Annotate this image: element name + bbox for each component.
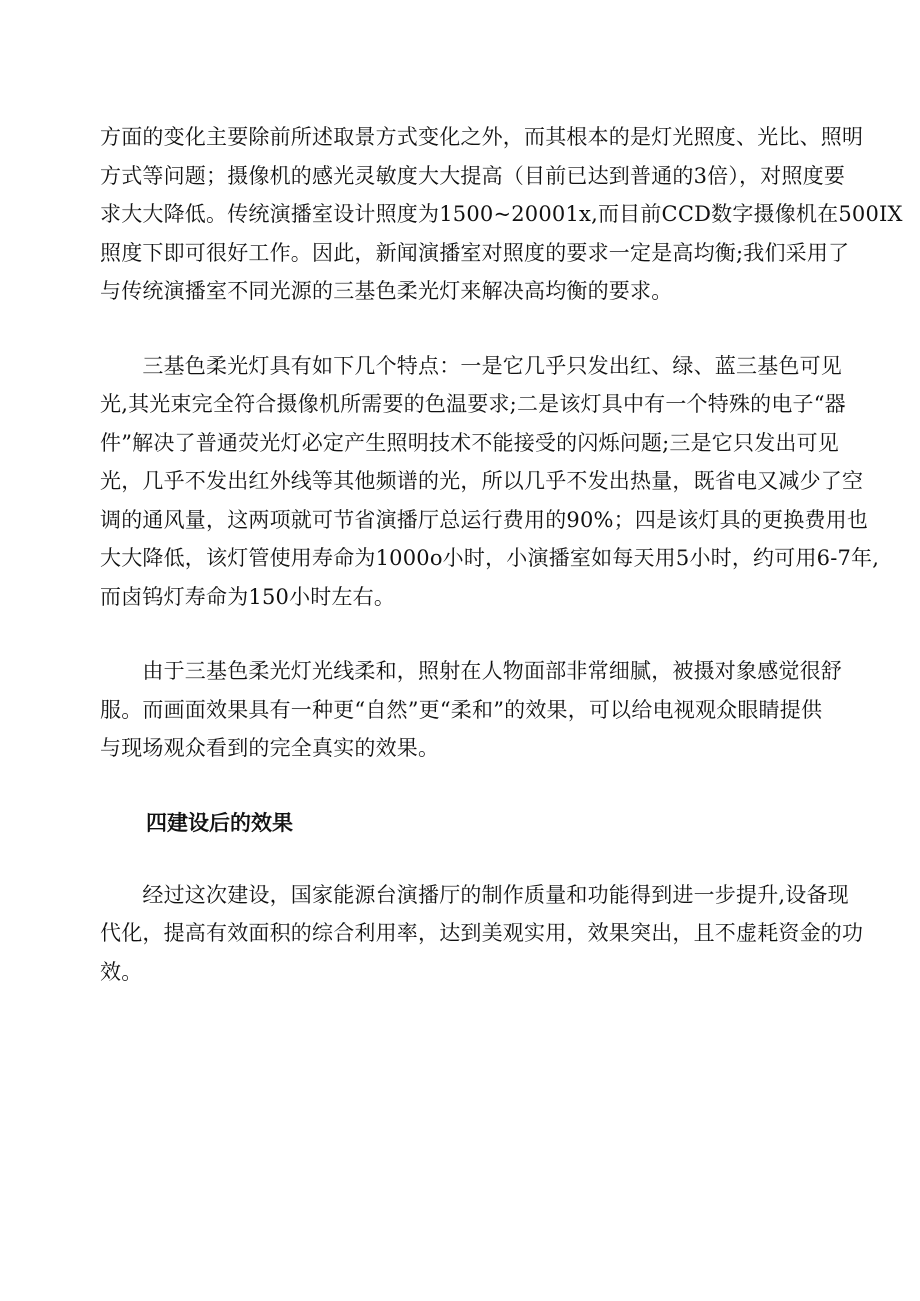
paragraph-results xyxy=(100,876,864,992)
section-heading: 四建设后的效果 xyxy=(146,809,293,835)
text-line: 代化，提高有效面积的综合利用率，达到美观实用，效果突出，且不虚耗资金的功 xyxy=(100,921,864,945)
text-line: 服。而画面效果具有一种更“自然”更“柔和”的效果，可以给电视观众眼睛提供 xyxy=(100,697,823,722)
paragraph-spacer xyxy=(100,842,822,876)
text-line: 大大降低，该灯管使用寿命为1000o小时，小演播室如每天用5小时，约可用6-7年, xyxy=(100,546,880,570)
text-line: 与传统演播室不同光源的三基色柔光灯来解决高均衡的要求。 xyxy=(100,279,673,303)
text-line: 经过这次建设，国家能源台演播厅的制作质量和功能得到进一步提升,设备现 xyxy=(100,882,849,907)
text-line: 效。 xyxy=(100,959,143,984)
text-line: 由于三基色柔光灯光线柔和，照射在人物面部非常细腻，被摄对象感觉很舒 xyxy=(100,659,842,683)
text-line: 光，几乎不发出红外线等其他频谱的光，所以几乎不发出热量，既省电又减少了空 xyxy=(100,469,864,493)
text-line: 光,其光束完全符合摄像机所需要的色温要求;二是该灯具中有一个特殊的电子“器 xyxy=(100,392,846,416)
text-line: 件”解决了普通荧光灯必定产生照明技术不能接受的闪烁问题;三是它只发出可见 xyxy=(100,430,840,455)
text-line: 与现场观众看到的完全真实的效果。 xyxy=(100,736,440,760)
text-line: 求大大降低。传统演播室设计照度为1500~20001x,而目前CCD数字摄像机在500IX xyxy=(100,202,903,226)
paragraph-spacer xyxy=(100,616,822,652)
text-line: 调的通风量，这两项就可节省演播厅总运行费用的90%；四是该灯具的更换费用也 xyxy=(100,507,869,532)
text-line: 方面的变化主要除前所述取景方式变化之外，而其根本的是灯光照度、光比、照明 xyxy=(100,125,864,149)
text-line: 方式等问题；摄像机的感光灵敏度大大提高（目前已达到普通的3倍），对照度要 xyxy=(100,163,846,188)
paragraph-soft-light-effect xyxy=(100,652,842,768)
paragraph-lamp-features xyxy=(100,347,880,617)
paragraph-spacer xyxy=(100,768,822,804)
text-line: 三基色柔光灯具有如下几个特点：一是它几乎只发出红、绿、蓝三基色可见 xyxy=(100,353,842,378)
text-line: 照度下即可很好工作。因此，新闻演播室对照度的要求一定是高均衡;我们采用了 xyxy=(100,240,850,265)
text-line: 而卤钨灯寿命为150小时左右。 xyxy=(100,584,396,609)
paragraph-lighting-overview xyxy=(100,118,903,311)
paragraph-spacer xyxy=(100,311,822,347)
document-body xyxy=(100,118,903,991)
